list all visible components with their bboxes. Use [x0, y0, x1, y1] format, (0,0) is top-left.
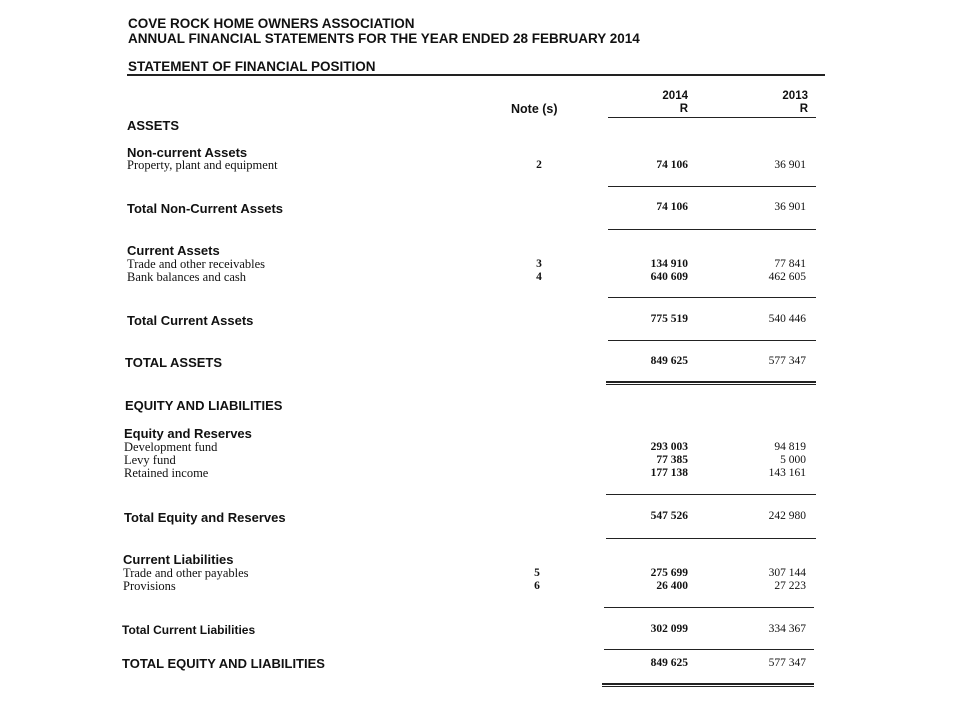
col-2014-unit: R	[679, 103, 688, 115]
ppe-note: 2	[536, 159, 542, 171]
total-assets-double-rule-bottom	[606, 384, 816, 385]
total-current-liabilities-label: Total Current Liabilities	[122, 623, 256, 637]
total-current-liabilities-2013: 334 367	[768, 623, 806, 635]
total-equity-liabilities-2014: 849 625	[650, 657, 688, 669]
grand-total-double-rule-bottom	[602, 686, 814, 687]
statement-title: STATEMENT OF FINANCIAL POSITION	[128, 59, 376, 74]
dev-fund-2014: 293 003	[650, 441, 688, 453]
total-equity-reserves-2013: 242 980	[768, 510, 806, 522]
liabilities-subtotal-rule	[604, 607, 814, 608]
grand-total-double-rule-top	[602, 683, 814, 685]
equity-subtotal-rule	[606, 494, 816, 495]
total-current-assets-2014: 775 519	[650, 313, 688, 325]
cash-2013: 462 605	[768, 271, 806, 283]
levy-fund-2014: 77 385	[656, 454, 688, 466]
dev-fund-label: Development fund	[124, 440, 218, 454]
payables-label: Trade and other payables	[123, 566, 249, 580]
total-assets-2014: 849 625	[650, 355, 688, 367]
non-current-total-rule	[608, 229, 816, 230]
ppe-2014: 74 106	[656, 159, 688, 171]
provisions-note: 6	[534, 580, 540, 592]
receivables-2013: 77 841	[774, 258, 806, 270]
cash-note: 4	[536, 271, 542, 283]
liabilities-total-rule	[604, 649, 814, 650]
levy-fund-label: Levy fund	[124, 453, 176, 467]
total-equity-liabilities-2013: 577 347	[768, 657, 806, 669]
current-liabilities-heading: Current Liabilities	[123, 552, 234, 567]
receivables-label: Trade and other receivables	[127, 257, 266, 271]
total-non-current-assets-label: Total Non-Current Assets	[127, 201, 284, 216]
provisions-2013: 27 223	[774, 580, 806, 592]
payables-2014: 275 699	[650, 567, 688, 579]
dev-fund-2013: 94 819	[774, 441, 806, 453]
header-rule	[127, 74, 825, 76]
provisions-2014: 26 400	[656, 580, 688, 592]
non-current-assets-heading: Non-current Assets	[127, 145, 248, 160]
assets-heading: ASSETS	[127, 118, 180, 133]
retained-income-2014: 177 138	[650, 467, 688, 479]
org-name: COVE ROCK HOME OWNERS ASSOCIATION	[128, 16, 415, 31]
retained-income-label: Retained income	[124, 466, 209, 480]
payables-note: 5	[534, 567, 540, 579]
payables-2013: 307 144	[768, 567, 806, 579]
receivables-note: 3	[536, 258, 542, 270]
col-2014-year: 2014	[662, 90, 688, 102]
total-current-assets-2013: 540 446	[768, 313, 806, 325]
cash-2014: 640 609	[650, 271, 688, 283]
retained-income-2013: 143 161	[768, 467, 806, 479]
total-non-current-assets-2014: 74 106	[656, 201, 688, 213]
ppe-label: Property, plant and equipment	[127, 158, 278, 172]
levy-fund-2013: 5 000	[780, 454, 806, 466]
total-assets-2013: 577 347	[768, 355, 806, 367]
total-equity-reserves-label: Total Equity and Reserves	[124, 510, 286, 525]
provisions-label: Provisions	[123, 579, 176, 593]
total-current-assets-label: Total Current Assets	[127, 313, 254, 328]
statement-subtitle: ANNUAL FINANCIAL STATEMENTS FOR THE YEAR ENDED 28 FEBRUARY 2014	[128, 31, 640, 46]
current-assets-total-rule	[608, 340, 816, 341]
ppe-subtotal-rule	[608, 186, 816, 187]
col-2013-year: 2013	[782, 90, 808, 102]
equity-liabilities-heading: EQUITY AND LIABILITIES	[125, 398, 283, 413]
equity-reserves-heading: Equity and Reserves	[124, 426, 252, 441]
current-assets-subtotal-rule	[608, 297, 816, 298]
total-non-current-assets-2013: 36 901	[774, 201, 806, 213]
note-column-header: Note (s)	[511, 102, 558, 116]
equity-total-rule	[606, 538, 816, 539]
total-equity-reserves-2014: 547 526	[650, 510, 688, 522]
total-equity-liabilities-label: TOTAL EQUITY AND LIABILITIES	[122, 656, 325, 671]
column-header-rule	[608, 117, 816, 118]
total-assets-double-rule-top	[606, 381, 816, 383]
total-current-liabilities-2014: 302 099	[650, 623, 688, 635]
col-2013-unit: R	[799, 103, 808, 115]
cash-label: Bank balances and cash	[127, 270, 247, 284]
current-assets-heading: Current Assets	[127, 243, 220, 258]
receivables-2014: 134 910	[650, 258, 688, 270]
total-assets-label: TOTAL ASSETS	[125, 355, 223, 370]
ppe-2013: 36 901	[774, 159, 806, 171]
